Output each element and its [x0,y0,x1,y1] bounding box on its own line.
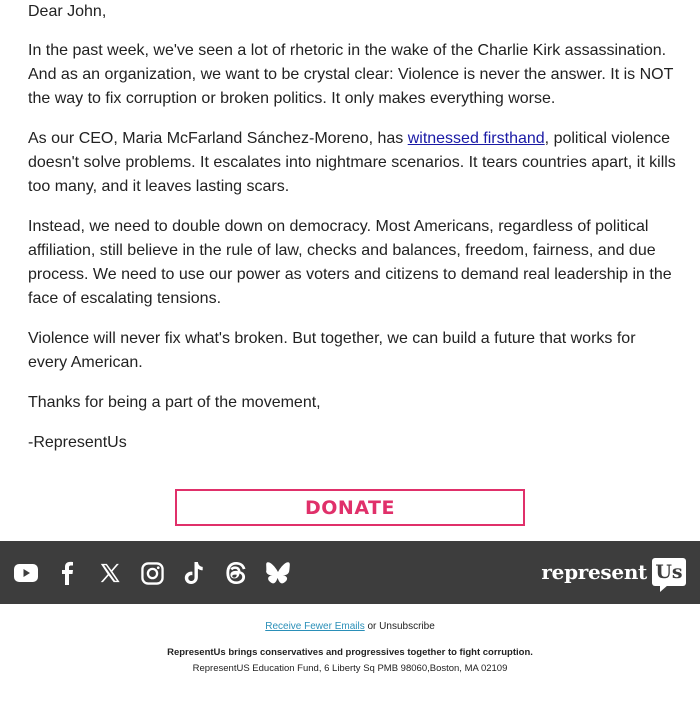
paragraph-5: Thanks for being a part of the movement, [28,394,321,411]
youtube-icon[interactable] [13,560,39,586]
facebook-icon[interactable] [54,560,80,586]
paragraph-2-text-before: As our CEO, Maria McFarland Sánchez-Moreno, has [28,130,408,147]
unsubscribe-link[interactable]: Unsubscribe [379,621,435,632]
logo-us-badge: Us [652,558,686,586]
paragraph-4: Violence will never fix what's broken. But together, we can build a future that works for every American. [28,330,636,371]
threads-icon[interactable] [223,560,249,586]
paragraph-2-text-after: , political violence doesn't solve problems. It escalates into nightmare scenarios. It tears countries apart, it kills too many, and it leaves lasting scars. [28,130,676,195]
donate-button[interactable]: DONATE [175,489,525,526]
paragraph-1: In the past week, we've seen a lot of rhetoric in the wake of the Charlie Kirk assassination. And as an organization, we want to be crystal clear: Violence is never the answer. It is NOT the way to fix corruption or broken politics. It only makes everything worse. [28,42,674,107]
witnessed-firsthand-link[interactable]: witnessed firsthand [407,130,545,147]
instagram-icon[interactable] [139,560,165,586]
paragraph-3: Instead, we need to double down on democracy. Most Americans, regardless of political affiliation, still believe in the rule of law, checks and balances, freedom, fairness, and due process. We need to use our power as voters and citizens to demand real leadership in the face of escalating tensions. [28,218,672,307]
mailing-address: RepresentUS Education Fund, 6 Liberty Sq PMB 98060,Boston, MA 02109 [192,663,508,674]
bluesky-icon[interactable] [265,560,291,586]
signoff: -RepresentUs [28,434,127,451]
receive-fewer-emails-link[interactable]: Receive Fewer Emails [265,621,365,632]
greeting: Dear John, [28,3,107,20]
email-preferences [0,621,700,632]
footer-social-bar [0,541,700,604]
tiktok-icon[interactable] [181,560,207,586]
mission-statement: RepresentUs brings conservatives and progressives together to fight corruption. [167,647,533,658]
paragraph-2 [28,127,678,199]
representus-logo[interactable] [541,554,686,590]
x-icon[interactable] [97,560,123,586]
logo-text: represent [541,560,647,584]
or-separator: or [364,621,380,632]
